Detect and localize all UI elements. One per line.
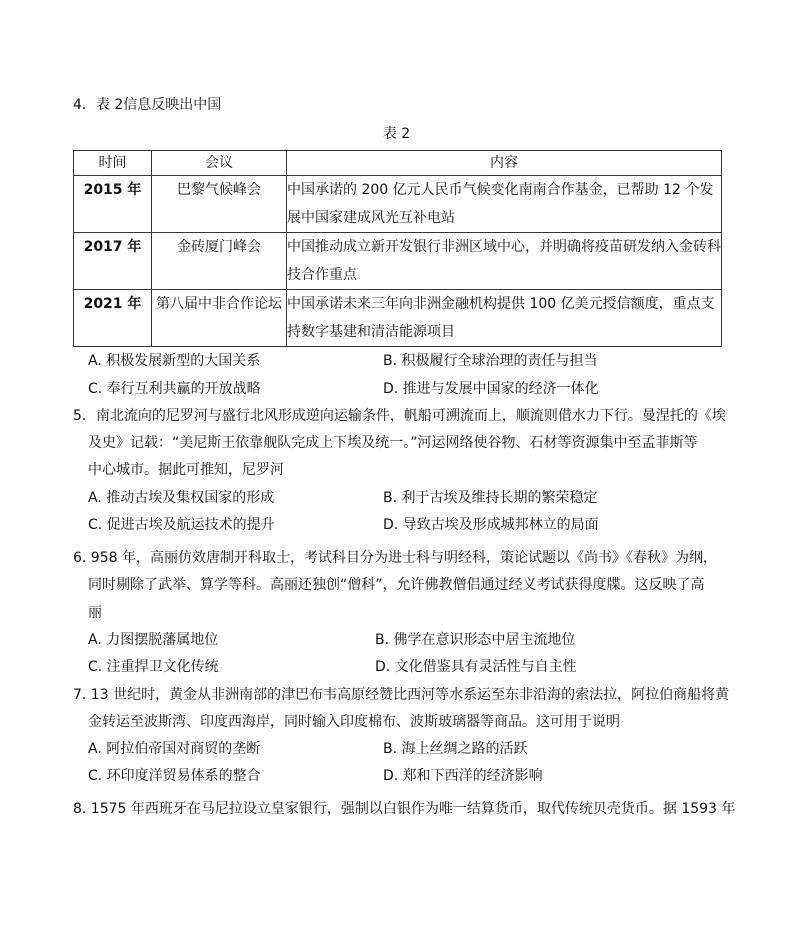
table-cell-time: 2015 年	[74, 176, 152, 233]
q5-option-d: D. 导致古埃及形成城邦林立的局面	[383, 517, 599, 533]
q7-option-d: D. 郑和下西洋的经济影响	[383, 768, 543, 784]
table-2	[73, 150, 722, 347]
q5-stem-line-3: 中心城市。据此可推知，尼罗河	[88, 462, 284, 478]
q7-stem-line-1: 7. 13 世纪时，黄金从非洲南部的津巴布韦高原经赞比西河等水系运至东非沿海的索法拉，阿拉伯商船将黄	[73, 687, 730, 703]
table-cell-meeting: 金砖厦门峰会	[152, 233, 287, 290]
q6-stem-line-3: 丽	[88, 605, 102, 621]
table-caption: 表 2	[382, 126, 411, 142]
q5-stem-line-1: 5．南北流向的尼罗河与盛行北风形成逆向运输条件，帆船可溯流而上，顺流则借水力下行。曼涅托的《埃	[73, 408, 726, 424]
table-cell-time: 2021 年	[74, 290, 152, 347]
table-header-content: 内容	[287, 151, 722, 176]
table-header-meeting: 会议	[152, 151, 287, 176]
q4-option-d: D. 推进与发展中国家的经济一体化	[383, 381, 599, 397]
q6-option-a: A. 力图摆脱藩属地位	[88, 632, 219, 648]
q6-stem-line-2: 同时剔除了武举、算学等科。高丽还独创“僧科”，允许佛教僧侣通过经义考试获得度牒。这反映了高	[88, 577, 705, 593]
table-cell-content: 中国推动成立新开发银行非洲区域中心，并明确将疫苗研发纳入金砖科技合作重点	[287, 233, 722, 290]
table-header-time: 时间	[74, 151, 152, 176]
table-cell-time: 2017 年	[74, 233, 152, 290]
q6-option-d: D. 文化借鉴具有灵活性与自主性	[375, 659, 577, 675]
q4-option-b: B. 积极履行全球治理的责任与担当	[383, 353, 598, 369]
table-row	[74, 176, 722, 233]
q6-option-b: B. 佛学在意识形态中居主流地位	[375, 632, 576, 648]
q7-option-c: C. 环印度洋贸易体系的整合	[88, 768, 261, 784]
q5-option-c: C. 促进古埃及航运技术的提升	[88, 517, 275, 533]
q4-option-a: A. 积极发展新型的大国关系	[88, 353, 261, 369]
q5-option-b: B. 利于古埃及维持长期的繁荣稳定	[383, 490, 598, 506]
q8-stem-line-1: 8. 1575 年西班牙在马尼拉设立皇家银行，强制以白银作为唯一结算货币，取代传统贝壳货币。据 1593 年	[73, 801, 736, 817]
q7-stem-line-2: 金转运至波斯湾、印度西海岸，同时输入印度棉布、波斯玻璃器等商品。这可用于说明	[88, 714, 620, 730]
q4-stem: 4．表 2信息反映出中国	[73, 97, 222, 113]
q5-stem-line-2: 及史》记载：“美尼斯王依靠舰队完成上下埃及统一。”河运网络使谷物、石材等资源集中至孟菲斯等	[88, 435, 698, 451]
q7-option-a: A. 阿拉伯帝国对商贸的垄断	[88, 741, 261, 757]
table-cell-meeting: 巴黎气候峰会	[152, 176, 287, 233]
table-row	[74, 233, 722, 290]
q4-option-c: C. 奉行互利共赢的开放战略	[88, 381, 261, 397]
table-cell-meeting: 第八届中非合作论坛	[152, 290, 287, 347]
table-cell-content: 中国承诺未来三年向非洲金融机构提供 100 亿美元授信额度，重点支持数字基建和清洁能源项目	[287, 290, 722, 347]
q6-option-c: C. 注重捍卫文化传统	[88, 659, 219, 675]
q6-stem-line-1: 6. 958 年，高丽仿效唐制开科取士，考试科目分为进士科与明经科，策论试题以《尚书》《春秋》为纲，	[73, 550, 717, 566]
table-cell-content: 中国承诺的 200 亿元人民币气候变化南南合作基金，已帮助 12 个发展中国家建成风光互补电站	[287, 176, 722, 233]
q7-option-b: B. 海上丝绸之路的活跃	[383, 741, 528, 757]
table-row	[74, 290, 722, 347]
table-header-row	[74, 151, 722, 176]
q5-option-a: A. 推动古埃及集权国家的形成	[88, 490, 275, 506]
